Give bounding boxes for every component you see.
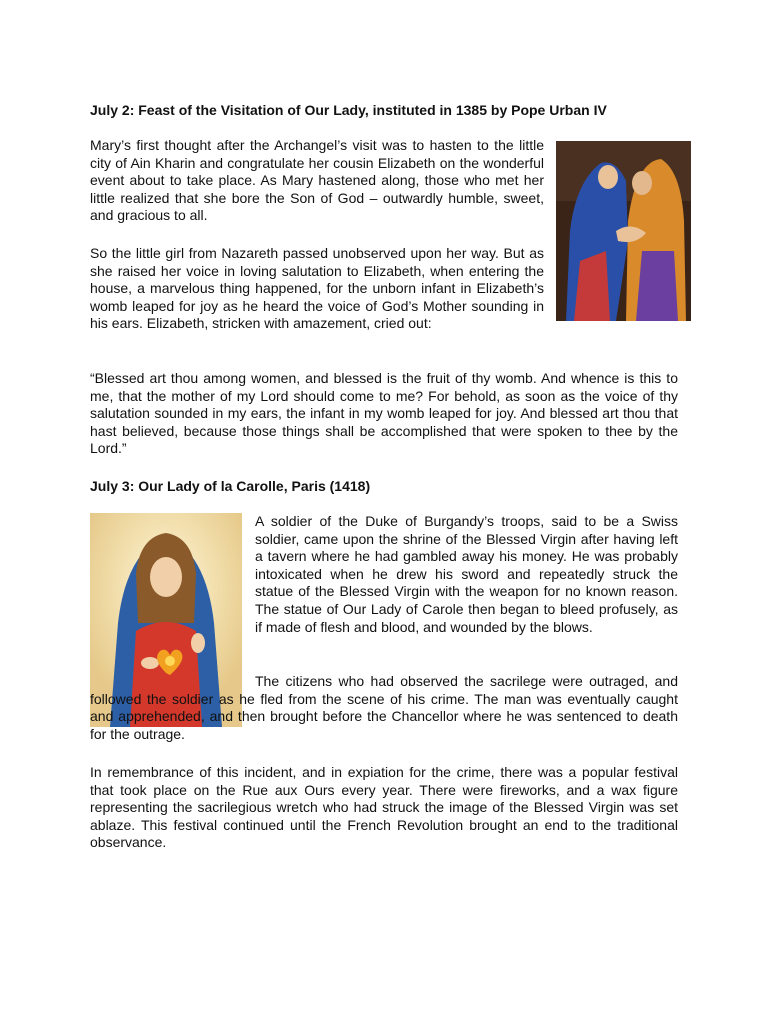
visitation-painting-image (556, 141, 691, 321)
section-heading-visitation: July 2: Feast of the Visitation of Our Lady, instituted in 1385 by Pope Urban IV (90, 102, 607, 118)
section-heading-carolle: July 3: Our Lady of la Carolle, Paris (1418) (90, 478, 371, 494)
visitation-paragraph-2: So the little girl from Nazareth passed unobserved upon her way. But as she raised her voice in loving salutation to Elizabeth, when entering the house, a marvelous thing happened, for the unborn infant in Elizabeth’s womb leaped for joy as he heard the voice of God’s Mother sounding in his ears. Elizabeth, stricken with amazement, cried out: (90, 245, 544, 332)
carolle-paragraph-1: A soldier of the Duke of Burgandy’s troops, said to be a Swiss soldier, came upon the shrine of the Blessed Virgin after having left a tavern where he had gambled away his money. He was probably intoxicated when he drew his sword and repeatedly struck the statue of the Blessed Virgin with the weapon for no known reason. The statue of Our Lady of Carole then began to bleed profusely, as if made of flesh and blood, and wounded by the blows. (255, 513, 678, 635)
visitation-quote: “Blessed art thou among women, and blessed is the fruit of thy womb. And whence is this to me, that the mother of my Lord should come to me? For behold, as soon as the voice of thy salutation sounded in my ears, the infant in my womb leaped for joy. And blessed art thou that hast believed, because those things shall be accomplished that were spoken to thee by the Lord.” (90, 370, 678, 457)
carolle-paragraph-3: In remembrance of this incident, and in expiation for the crime, there was a popular festival that took place on the Rue aux Ours every year. There were fireworks, and a wax figure representing the sacrilegious wretch who had struck the image of the Blessed Virgin was set ablaze. This festival continued until the French Revolution brought an end to the traditional observance. (90, 764, 678, 851)
visitation-paragraph-1: Mary’s first thought after the Archangel’s visit was to hasten to the little city of Ain Kharin and congratulate her cousin Elizabeth on the wonderful event about to take place. As Mary hastened along, those who met her little realized that she bore the Son of God – outwardly humble, sweet, and gracious to all. (90, 137, 544, 224)
carolle-paragraph-2: The citizens who had observed the sacrilege were outraged, and followed the soldier as he fled from the scene of his crime. The man was eventually caught and apprehended, and then brought before the Chancellor where he was sentenced to death for the outrage. (90, 673, 678, 742)
